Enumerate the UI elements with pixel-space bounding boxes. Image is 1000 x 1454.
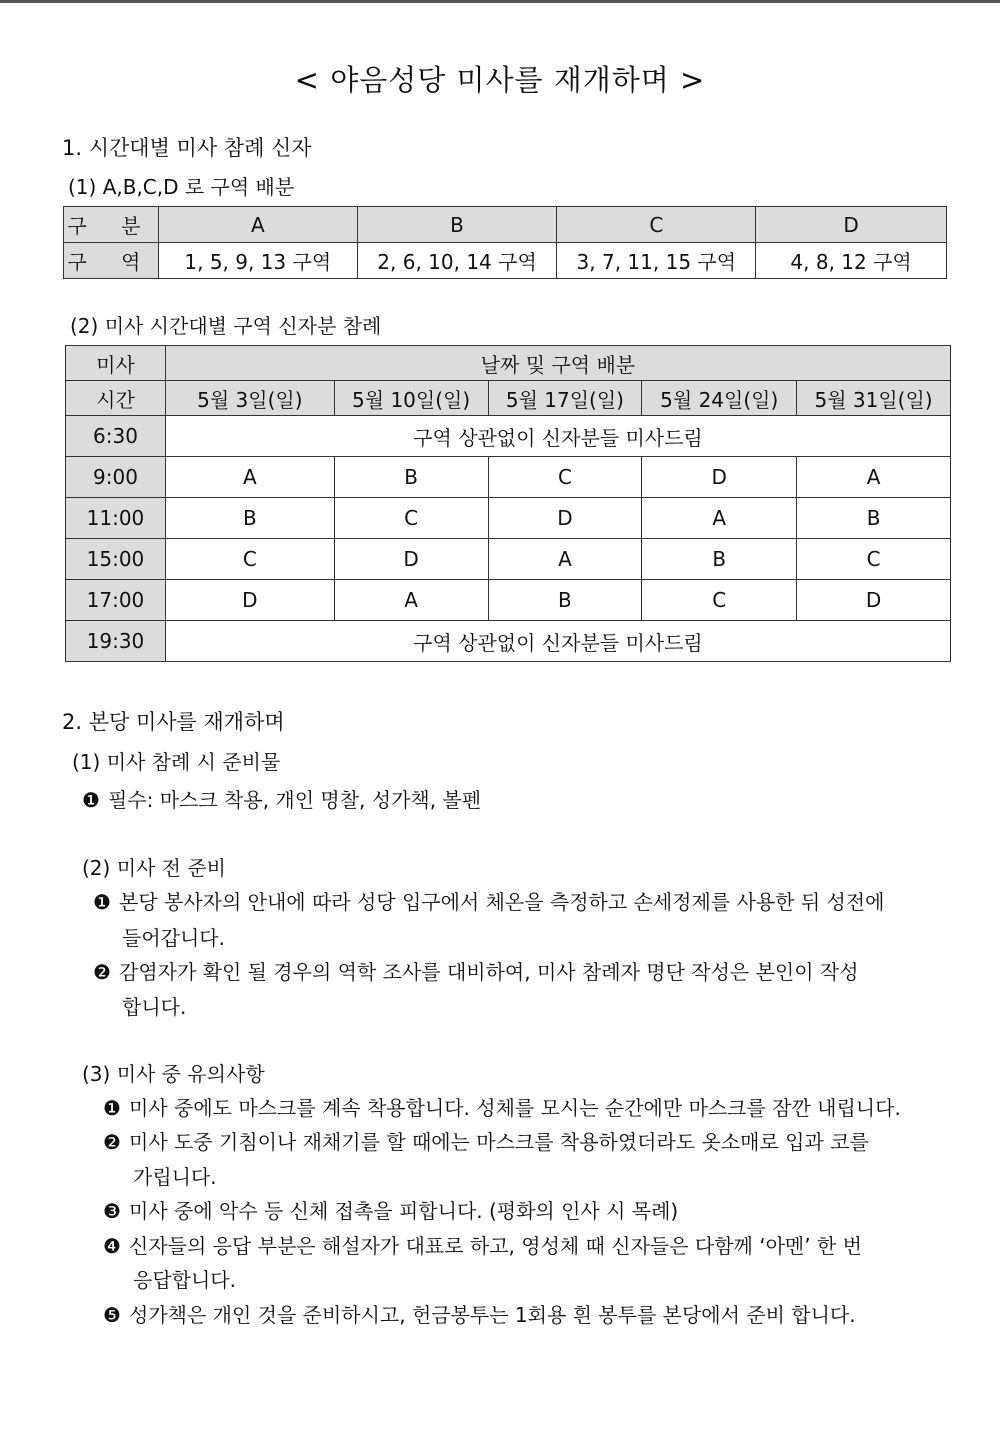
zone-assign-cell: C [488,457,642,498]
zone-cell: 3, 7, 11, 15 구역 [557,243,756,279]
table-row [66,498,951,539]
list-item-text: 미사 중에도 마스크를 계속 착용합니다. 성체를 모시는 순간에만 마스크를 잠깐 내립니다. [129,1096,901,1120]
zone-table-row-header: 구 분 [64,207,159,243]
list-item-continuation: 들어갑니다. [122,926,225,950]
corner-header-top: 미사 [66,346,166,381]
table-row [66,539,951,580]
top-rule [0,0,1000,3]
zone-assign-cell: B [642,539,797,580]
table-row [66,416,951,457]
zone-assign-cell: A [488,539,642,580]
zone-assign-cell: B [165,498,334,539]
zone-col-d: D [756,207,947,243]
list-item [82,784,481,813]
zone-assign-cell: D [334,539,488,580]
schedule-table [65,345,951,662]
prep-items-title: (1) 미사 참례 시 준비물 [72,750,281,774]
time-cell: 9:00 [66,457,166,498]
zone-assign-cell: C [334,498,488,539]
date-header: 5월 24일(일) [642,381,797,416]
zone-assign-cell: C [165,539,334,580]
zone-col-c: C [557,207,756,243]
list-item [103,1126,869,1155]
time-cell: 19:30 [66,621,166,662]
zone-assign-cell: A [642,498,797,539]
time-cell: 6:30 [66,416,166,457]
date-header: 5월 3일(일) [165,381,334,416]
zone-assign-cell: D [642,457,797,498]
list-item-text: 필수: 마스크 착용, 개인 명찰, 성가책, 볼펜 [108,788,482,812]
date-header: 5월 31일(일) [797,381,951,416]
zone-cell: 4, 8, 12 구역 [756,243,947,279]
bullet-number-icon: ❶ [103,1096,121,1120]
section1-sub2: (2) 미사 시간대별 구역 신자분 참례 [70,314,382,338]
zone-assign-cell: C [797,539,951,580]
section2-heading: 2. 본당 미사를 재개하며 [62,710,285,734]
zone-assign-cell: A [165,457,334,498]
list-item [103,1092,901,1121]
time-cell: 11:00 [66,498,166,539]
during-mass-title: (3) 미사 중 유의사항 [82,1062,265,1086]
zone-table-row-header: 구 역 [64,243,159,279]
open-note: 구역 상관없이 신자분들 미사드림 [165,416,950,457]
list-item-continuation: 가립니다. [133,1165,217,1189]
list-item [93,956,859,985]
page-title: < 야음성당 미사를 재개하며 > [294,63,706,97]
bullet-number-icon: ❷ [103,1130,121,1154]
list-item-text: 미사 도중 기침이나 재채기를 할 때에는 마스크를 착용하였더라도 옷소매로 입과 코를 [129,1130,869,1154]
list-item [93,886,884,915]
zone-assign-cell: A [334,580,488,621]
table-row [66,621,951,662]
zone-col-b: B [357,207,557,243]
list-item-text: 성가책은 개인 것을 준비하시고, 헌금봉투는 1회용 흰 봉투를 본당에서 준비 합니다. [129,1303,856,1327]
date-header: 5월 17일(일) [488,381,642,416]
bullet-number-icon: ❶ [93,890,111,914]
zone-assign-cell: D [488,498,642,539]
zone-col-a: A [158,207,357,243]
date-header: 5월 10일(일) [334,381,488,416]
open-note: 구역 상관없이 신자분들 미사드림 [165,621,950,662]
list-item [103,1195,678,1224]
bullet-number-icon: ❶ [82,788,100,812]
time-cell: 15:00 [66,539,166,580]
list-item [103,1299,856,1328]
bullet-number-icon: ❹ [103,1234,121,1258]
date-group-header: 날짜 및 구역 배분 [165,346,950,381]
zone-table [63,206,947,279]
zone-assign-cell: B [334,457,488,498]
corner-header-bottom: 시간 [66,381,166,416]
before-mass-title: (2) 미사 전 준비 [82,856,227,880]
zone-assign-cell: C [642,580,797,621]
table-row [66,457,951,498]
bullet-number-icon: ❸ [103,1199,121,1223]
zone-cell: 2, 6, 10, 14 구역 [357,243,557,279]
list-item-text: 신자들의 응답 부분은 해설자가 대표로 하고, 영성체 때 신자들은 다함께 ‘아멘’ 한 번 [129,1234,862,1258]
zone-assign-cell: D [165,580,334,621]
list-item-continuation: 응답합니다. [133,1268,236,1292]
zone-assign-cell: B [488,580,642,621]
list-item-text: 본당 봉사자의 안내에 따라 성당 입구에서 체온을 측정하고 손세정제를 사용한 뒤 성전에 [119,890,885,914]
list-item [103,1230,862,1259]
list-item-continuation: 합니다. [122,995,187,1019]
zone-assign-cell: D [797,580,951,621]
list-item-text: 감염자가 확인 될 경우의 역학 조사를 대비하여, 미사 참례자 명단 작성은 본인이 작성 [119,960,859,984]
list-item-text: 미사 중에 악수 등 신체 접촉을 피합니다. (평화의 인사 시 목례) [129,1199,679,1223]
section1-sub1: (1) A,B,C,D 로 구역 배분 [68,175,295,199]
zone-assign-cell: B [797,498,951,539]
table-row [66,580,951,621]
zone-assign-cell: A [797,457,951,498]
section1-heading: 1. 시간대별 미사 참례 신자 [62,136,312,160]
zone-cell: 1, 5, 9, 13 구역 [158,243,357,279]
bullet-number-icon: ❷ [93,960,111,984]
bullet-number-icon: ❺ [103,1303,121,1327]
time-cell: 17:00 [66,580,166,621]
